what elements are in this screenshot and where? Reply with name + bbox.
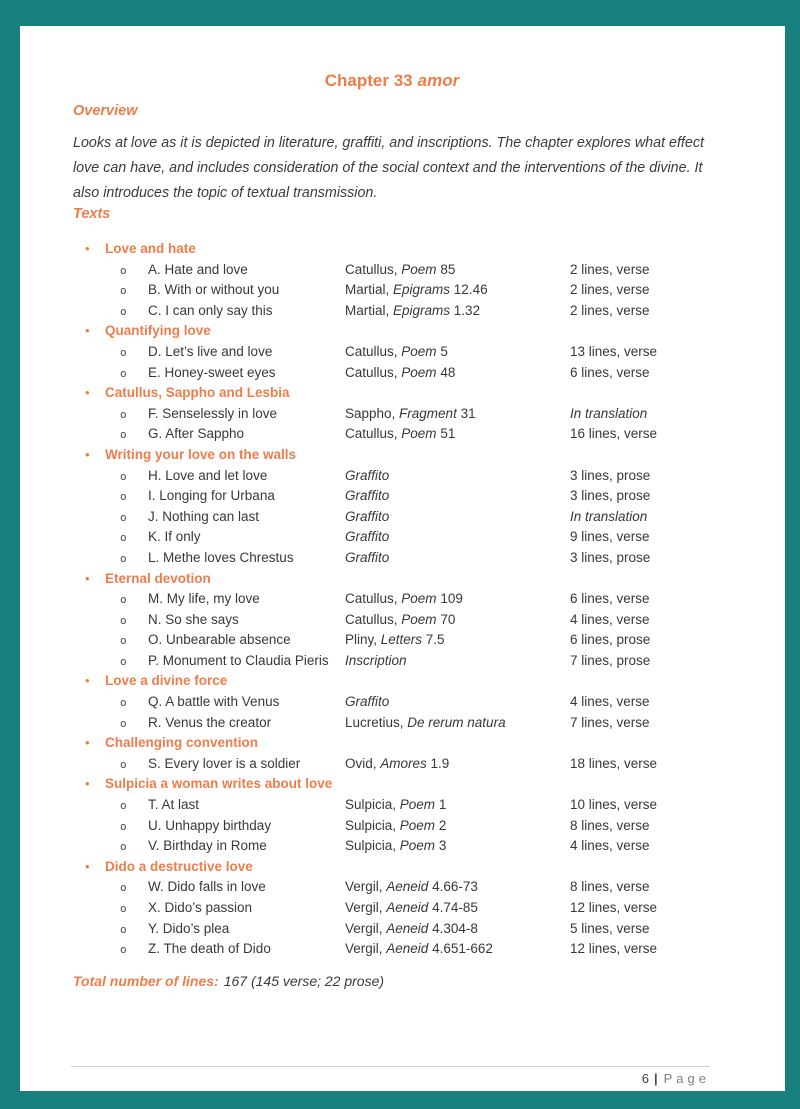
category-row <box>73 569 711 590</box>
item-source-title: Epigrams <box>393 282 451 298</box>
text-item-row <box>120 507 711 528</box>
category-bullet-icon: • <box>85 385 90 401</box>
item-lines: 12 lines, verse <box>570 941 658 957</box>
item-source-title: Aeneid <box>386 941 429 957</box>
item-source-author: Catullus, <box>345 343 402 359</box>
item-name: K. If only <box>148 529 201 545</box>
page-number: 6 <box>641 1071 649 1086</box>
category-label: Sulpicia a woman writes about love <box>105 776 333 792</box>
text-item-row <box>120 919 711 940</box>
item-bullet-icon: o <box>120 716 127 730</box>
chapter-title-emphasis: amor <box>417 71 460 90</box>
item-lines: 12 lines, verse <box>570 900 658 915</box>
item-source-ref: 4.304-8 <box>428 920 478 936</box>
category-label: Writing your love on the walls <box>105 446 297 462</box>
item-bullet-icon: o <box>120 613 127 627</box>
item-name: M. My life, my love <box>148 591 260 607</box>
item-source-author: Sulpicia, <box>345 817 400 833</box>
item-bullet-icon: o <box>120 634 127 648</box>
item-bullet-icon: o <box>120 799 127 813</box>
item-source <box>345 630 570 651</box>
item-bullet-icon: o <box>120 902 127 915</box>
item-name: W. Dido falls in love <box>148 879 266 895</box>
item-lines: 2 lines, verse <box>570 261 650 277</box>
item-lines: 5 lines, verse <box>570 920 650 936</box>
item-source-title: Poem <box>401 364 437 380</box>
text-item-row <box>120 610 711 631</box>
item-lines: 8 lines, verse <box>570 879 650 895</box>
item-source-title: Graffito <box>345 508 390 524</box>
item-name: L. Methe loves Chrestus <box>148 549 294 565</box>
document-page <box>20 26 785 1091</box>
item-source <box>345 507 570 528</box>
category-bullet-icon: • <box>85 673 90 689</box>
item-source-title: Epigrams <box>393 302 451 318</box>
item-source-title: Fragment <box>399 405 457 421</box>
item-name: I. Longing for Urbana <box>148 488 275 504</box>
text-item-row <box>120 754 711 775</box>
overview-paragraph: Looks at love as it is depicted in literature, graffiti, and inscriptions. The chapter explores what effect love can have, and includes consideration of the social context and the interventions of the divine. It also introduces the topic of textual transmission. <box>73 135 704 201</box>
category-label: Quantifying love <box>105 323 211 339</box>
item-bullet-icon: o <box>120 819 127 833</box>
item-source-ref: 48 <box>436 364 456 380</box>
item-source <box>345 280 570 301</box>
item-source <box>345 301 570 322</box>
item-source-ref: 31 <box>456 405 476 421</box>
item-bullet-icon: o <box>120 469 127 483</box>
item-bullet-icon: o <box>120 757 127 771</box>
item-source-title: Graffito <box>345 549 390 565</box>
item-source-author: Catullus, <box>345 611 402 627</box>
item-lines: 3 lines, prose <box>570 467 651 483</box>
category-bullet-icon: • <box>85 776 90 792</box>
item-source-ref: 4.74-85 <box>428 900 478 915</box>
item-source-title: Amores <box>380 755 427 771</box>
item-source <box>345 836 570 857</box>
item-source-author: Sulpicia, <box>345 838 400 854</box>
category-row <box>73 445 711 466</box>
item-source <box>345 754 570 775</box>
item-source-title: Aeneid <box>386 879 429 895</box>
item-bullet-icon: o <box>120 428 127 442</box>
item-name: H. Love and let love <box>148 467 268 483</box>
item-source-author: Martial, <box>345 282 394 298</box>
item-name: S. Every lover is a soldier <box>148 755 301 771</box>
category-row <box>73 857 711 878</box>
item-source <box>345 919 570 940</box>
item-source-ref: 2 <box>435 817 447 833</box>
item-source <box>345 342 570 363</box>
item-lines: 4 lines, verse <box>570 694 650 710</box>
item-name: J. Nothing can last <box>148 508 260 524</box>
item-source-author: Vergil, <box>345 920 387 936</box>
item-name: A. Hate and love <box>148 261 248 277</box>
item-source-author: Vergil, <box>345 900 387 915</box>
category-row <box>73 239 711 260</box>
item-bullet-icon: o <box>120 840 127 854</box>
item-source <box>345 486 570 507</box>
category-row <box>73 733 711 754</box>
item-lines: 16 lines, verse <box>570 426 658 442</box>
text-item-row <box>120 404 711 425</box>
item-lines: 3 lines, prose <box>570 549 651 565</box>
category-label: Dido a destructive love <box>105 858 253 874</box>
category-label: Love a divine force <box>105 673 228 689</box>
item-name: B. With or without you <box>148 282 280 298</box>
item-source-title: Poem <box>401 343 437 359</box>
text-item-row <box>120 816 711 837</box>
footer-page-label: Page <box>663 1071 710 1086</box>
item-source <box>345 260 570 281</box>
item-lines: 9 lines, verse <box>570 529 650 545</box>
category-label: Challenging convention <box>105 735 259 751</box>
item-name: C. I can only say this <box>148 302 273 318</box>
item-source <box>345 651 570 672</box>
item-bullet-icon: o <box>120 696 127 710</box>
item-source <box>345 466 570 487</box>
item-name: Z. The death of Dido <box>148 941 271 957</box>
item-lines: 18 lines, verse <box>570 755 658 771</box>
text-item-row <box>120 548 711 569</box>
item-source-title: Poem <box>401 426 437 442</box>
page-footer <box>71 1066 710 1087</box>
item-bullet-icon: o <box>120 881 127 895</box>
category-label: Catullus, Sappho and Lesbia <box>105 385 290 401</box>
item-source-title: Graffito <box>345 529 390 545</box>
footer-text <box>71 1070 710 1087</box>
item-lines: 6 lines, verse <box>570 364 650 380</box>
text-item-row <box>120 486 711 507</box>
item-lines: 2 lines, verse <box>570 282 650 298</box>
item-bullet-icon: o <box>120 407 127 421</box>
item-source <box>345 713 570 734</box>
overview-heading: Overview <box>73 103 138 119</box>
category-bullet-icon: • <box>85 446 90 462</box>
item-name: U. Unhappy birthday <box>148 817 272 833</box>
item-bullet-icon: o <box>120 490 127 504</box>
item-source <box>345 816 570 837</box>
item-source <box>345 877 570 898</box>
text-item-row <box>120 280 711 301</box>
item-source-author: Ovid, <box>345 755 381 771</box>
item-name: R. Venus the creator <box>148 714 272 730</box>
chapter-title <box>73 70 711 91</box>
item-source-title: Graffito <box>345 694 390 710</box>
category-label: Love and hate <box>105 241 196 256</box>
item-name: Q. A battle with Venus <box>148 694 280 710</box>
item-bullet-icon: o <box>120 943 127 957</box>
item-source <box>345 404 570 425</box>
item-lines: 6 lines, verse <box>570 591 650 607</box>
item-name: F. Senselessly in love <box>148 405 278 421</box>
item-lines: 7 lines, verse <box>570 714 650 730</box>
item-lines: In translation <box>570 405 648 421</box>
item-source-author: Vergil, <box>345 941 387 957</box>
item-source-author: Sappho, <box>345 405 400 421</box>
text-item-row <box>120 363 711 384</box>
item-source-ref: 12.46 <box>450 282 488 298</box>
item-bullet-icon: o <box>120 593 127 607</box>
chapter-title-text: Chapter 33 <box>324 71 413 90</box>
text-item-row <box>120 795 711 816</box>
item-source-author: Sulpicia, <box>345 797 400 813</box>
item-lines: 3 lines, prose <box>570 488 651 504</box>
category-bullet-icon: • <box>85 858 90 874</box>
item-lines: 4 lines, verse <box>570 838 650 854</box>
text-item-row <box>120 342 711 363</box>
page-content <box>20 26 785 990</box>
item-source-ref: 1.32 <box>450 302 481 318</box>
item-source <box>345 939 570 960</box>
text-item-row <box>120 692 711 713</box>
category-row <box>73 774 711 795</box>
texts-heading: Texts <box>73 206 111 222</box>
item-bullet-icon: o <box>120 922 127 936</box>
item-name: D. Let’s live and love <box>148 343 273 359</box>
item-bullet-icon: o <box>120 304 127 318</box>
item-source-author: Vergil, <box>345 879 387 895</box>
item-source-author: Catullus, <box>345 591 402 607</box>
item-source-ref: 3 <box>435 838 447 854</box>
text-item-row <box>120 630 711 651</box>
footer-divider <box>71 1066 710 1067</box>
item-source-ref: 1 <box>435 797 447 813</box>
item-source-ref: 70 <box>436 611 456 627</box>
item-bullet-icon: o <box>120 366 127 380</box>
text-item-row <box>120 301 711 322</box>
text-item-row <box>120 527 711 548</box>
item-source <box>345 898 570 919</box>
item-source-title: Poem <box>399 797 436 813</box>
item-source-title: Aeneid <box>386 920 429 936</box>
item-lines: 2 lines, verse <box>570 302 650 318</box>
item-bullet-icon: o <box>120 510 127 524</box>
item-bullet-icon: o <box>120 284 127 298</box>
item-name: O. Unbearable absence <box>148 632 291 648</box>
text-item-row <box>120 713 711 734</box>
item-source-ref: 4.66-73 <box>428 879 478 895</box>
item-source-author: Catullus, <box>345 364 402 380</box>
text-item-row <box>120 877 711 898</box>
category-label: Eternal devotion <box>105 570 211 586</box>
item-source-author: Catullus, <box>345 261 402 277</box>
item-source-ref: 4.651-662 <box>428 941 493 957</box>
category-row <box>73 671 711 692</box>
item-bullet-icon: o <box>120 654 127 668</box>
item-source-title: Poem <box>399 838 436 854</box>
item-name: E. Honey-sweet eyes <box>148 364 276 380</box>
item-source <box>345 424 570 445</box>
item-source-title: Graffito <box>345 488 390 504</box>
item-source-author: Martial, <box>345 302 394 318</box>
item-name: V. Birthday in Rome <box>148 838 267 854</box>
item-bullet-icon: o <box>120 263 127 277</box>
item-name: P. Monument to Claudia Pieris <box>148 652 329 668</box>
category-bullet-icon: • <box>85 241 90 256</box>
item-source <box>345 589 570 610</box>
item-source <box>345 692 570 713</box>
footer-separator: | <box>653 1071 658 1086</box>
category-bullet-icon: • <box>85 570 90 586</box>
item-bullet-icon: o <box>120 345 127 359</box>
item-source <box>345 610 570 631</box>
item-lines: 6 lines, prose <box>570 632 651 648</box>
item-source-title: Poem <box>401 591 437 607</box>
item-source-ref: 7.5 <box>422 632 445 648</box>
total-lines-label: Total number of lines: <box>73 972 219 989</box>
text-item-row <box>120 260 711 281</box>
total-lines <box>73 972 711 990</box>
item-source-author: Catullus, <box>345 426 402 442</box>
item-lines: 10 lines, verse <box>570 797 658 813</box>
text-item-row <box>120 836 711 857</box>
item-source <box>345 363 570 384</box>
item-source-title: Aeneid <box>386 900 429 915</box>
item-source-title: De rerum natura <box>407 714 506 730</box>
item-source-author: Lucretius, <box>345 714 408 730</box>
text-item-row <box>120 939 711 960</box>
item-source-ref: 51 <box>436 426 456 442</box>
item-source-author: Pliny, <box>345 632 381 648</box>
category-bullet-icon: • <box>85 735 90 751</box>
item-source-title: Poem <box>399 817 436 833</box>
item-source-title: Inscription <box>345 652 407 668</box>
item-source-title: Poem <box>401 611 437 627</box>
item-bullet-icon: o <box>120 531 127 545</box>
text-item-row <box>120 466 711 487</box>
category-row <box>73 383 711 404</box>
item-source-title: Graffito <box>345 467 390 483</box>
item-source-title: Letters <box>380 632 423 648</box>
item-source-ref: 1.9 <box>426 755 450 771</box>
text-item-row <box>120 589 711 610</box>
item-lines: In translation <box>570 508 648 524</box>
item-name: N. So she says <box>148 611 239 627</box>
item-name: G. After Sappho <box>148 426 245 442</box>
total-lines-value: 167 (145 verse; 22 prose) <box>223 972 385 989</box>
item-lines: 4 lines, verse <box>570 611 650 627</box>
texts-list <box>73 239 711 960</box>
item-source <box>345 527 570 548</box>
text-item-row <box>120 424 711 445</box>
item-lines: 13 lines, verse <box>570 343 658 359</box>
item-source-title: Poem <box>401 261 437 277</box>
category-row <box>73 321 711 342</box>
item-lines: 8 lines, verse <box>570 817 650 833</box>
item-source-ref: 85 <box>436 261 456 277</box>
item-name: T. At last <box>148 797 200 813</box>
text-item-row <box>120 651 711 672</box>
category-bullet-icon: • <box>85 323 90 339</box>
item-name: Y. Dido’s plea <box>148 920 230 936</box>
item-source-ref: 109 <box>436 591 463 607</box>
text-item-row <box>120 898 711 919</box>
item-source <box>345 548 570 569</box>
item-source <box>345 795 570 816</box>
item-lines: 7 lines, prose <box>570 652 651 668</box>
item-source-ref: 5 <box>436 343 448 359</box>
item-bullet-icon: o <box>120 551 127 565</box>
item-name: X. Dido’s passion <box>148 900 253 915</box>
